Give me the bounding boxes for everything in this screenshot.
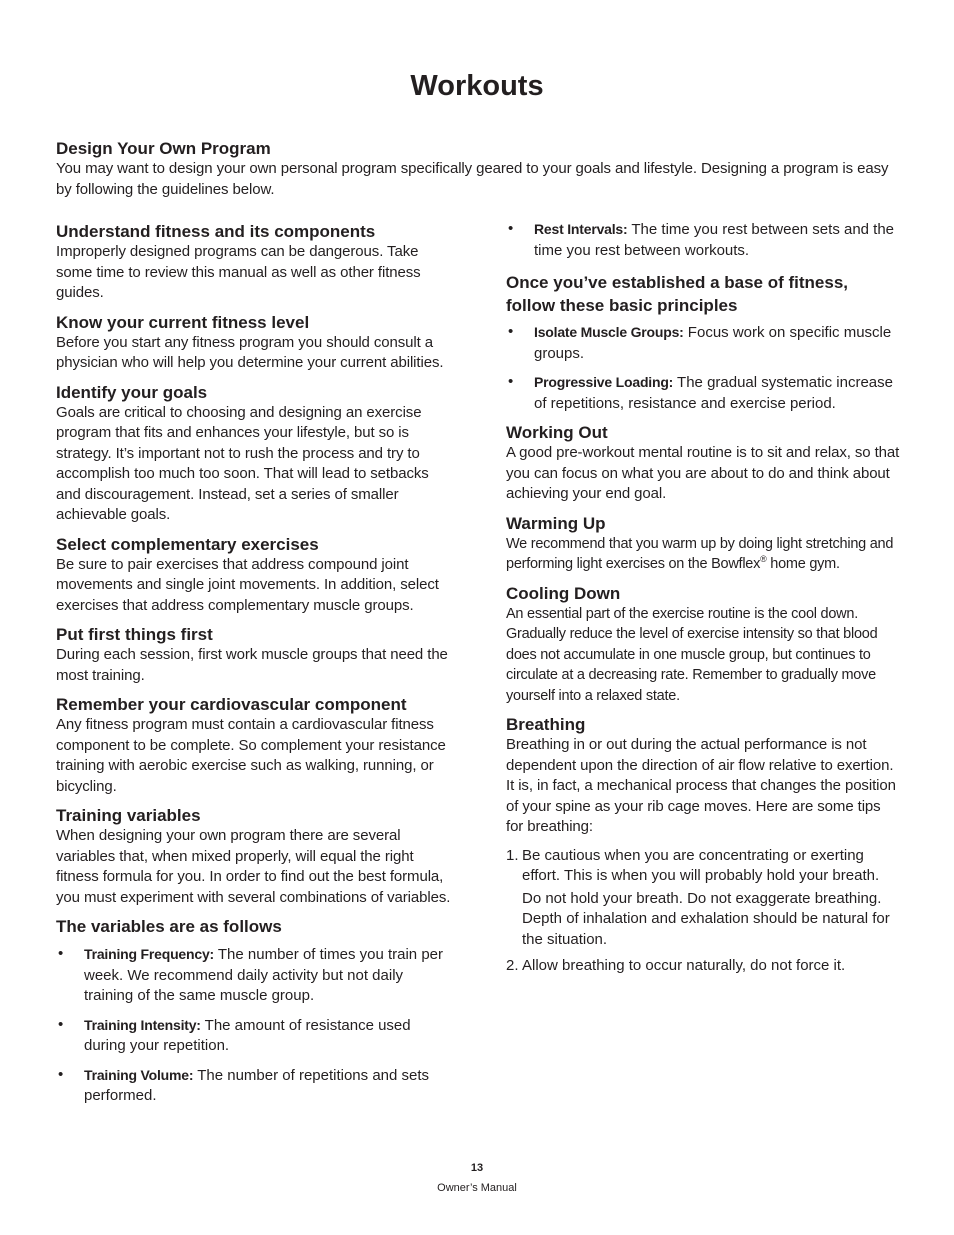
fitness-level-heading: Know your current fitness level bbox=[56, 312, 310, 332]
training-variables-section bbox=[56, 805, 456, 908]
bullet: • bbox=[508, 220, 514, 237]
goals-text: Goals are critical to choosing and designing an exercise program that fits and enhances your lifestyle, but so is strategy. It’s important not to rush the process and try to accomplish too much too soon. That will lead to setbacks and discouragement. Instead, set a series of smaller achievable goals. bbox=[56, 403, 429, 523]
cardio-text: Any fitness program must contain a cardiovascular fitness component to be complete. So complement your resistance training with aerobic exercise such as walking, running, or bicycling. bbox=[56, 716, 446, 795]
intro-section bbox=[56, 138, 906, 200]
first-things-text: During each session, first work muscle groups that need the most training. bbox=[56, 646, 448, 684]
bullet-text: The time you rest between sets and the time you rest between workouts. bbox=[534, 221, 895, 259]
intro-heading: Design Your Own Program bbox=[56, 139, 271, 158]
warming-up-body: We recommend that you warm up by doing light stretching and performing light exercises on the Bowflex bbox=[506, 535, 894, 572]
breathing-heading: Breathing bbox=[506, 715, 586, 734]
page-number: 13 bbox=[470, 1162, 484, 1174]
understand-text: Improperly designed programs can be dangerous. Take some time to review this manual as well as other fitness guides. bbox=[56, 243, 421, 301]
working-out-section bbox=[506, 422, 901, 505]
working-out-text: A good pre-workout mental routine is to sit and relax, so that you can focus on what you are about to do and think about achieving your end goal. bbox=[506, 444, 900, 502]
bullet-text: Focus work on specific muscle groups. bbox=[534, 324, 892, 362]
tip-text: Be cautious when you are concentrating or exerting effort. This is when you will probably hold your breath. bbox=[522, 846, 880, 884]
list-item bbox=[506, 322, 901, 364]
tip-extra: Do not hold your breath. Do not exaggerate breathing. Depth of inhalation and exhalation should be natural for the situation. bbox=[522, 889, 890, 948]
list-item bbox=[506, 956, 901, 977]
registered-mark: ® bbox=[760, 554, 767, 565]
bullet-text: The number of repetitions and sets performed. bbox=[84, 1066, 430, 1104]
principles-section bbox=[506, 271, 901, 414]
first-things-heading: Put first things first bbox=[56, 625, 213, 644]
bullet-text: The amount of resistance used during your repetition. bbox=[84, 1016, 411, 1054]
bullet: • bbox=[508, 323, 514, 340]
fitness-level-text: Before you start any fitness program you should consult a physician who will help you determine your current abilities. bbox=[56, 333, 444, 371]
list-item bbox=[506, 846, 901, 951]
cooling-down-section bbox=[506, 583, 901, 707]
bullet-label: Training Frequency: bbox=[84, 946, 214, 962]
bullet-label: Progressive Loading: bbox=[534, 374, 674, 390]
bullet-text: The gradual systematic increase of repetitions, resistance and exercise period. bbox=[534, 374, 893, 412]
bullet-label: Rest Intervals: bbox=[534, 221, 628, 237]
warming-up-text bbox=[506, 534, 901, 575]
list-number: 2. bbox=[506, 957, 519, 974]
complementary-heading: Select complementary exercises bbox=[56, 534, 319, 554]
bullet: • bbox=[58, 945, 64, 962]
warming-up-section bbox=[506, 513, 901, 575]
left-column bbox=[56, 221, 456, 1115]
footer-manual-label: Owner’s Manual bbox=[437, 1182, 517, 1194]
list-item bbox=[56, 1015, 456, 1057]
warming-up-end: home gym. bbox=[766, 556, 840, 572]
bullet-label: Training Volume: bbox=[84, 1066, 194, 1083]
cooling-down-heading: Cooling Down bbox=[506, 583, 621, 603]
variables-list-section bbox=[56, 916, 456, 1107]
goals-section bbox=[56, 382, 456, 526]
bullet-text: The number of times you train per week. We recommend daily activity but not daily training of the same muscle group. bbox=[84, 946, 443, 1004]
understand-section bbox=[56, 221, 456, 304]
working-out-heading: Working Out bbox=[506, 423, 608, 442]
cooling-down-text: An essential part of the exercise routine is the cool down. Gradually reduce the level of exercise intensity so that blood does not accumulate in one muscle group, but continues to circulate at a decreasing rate. Remember to gradually move yourself into a relaxed state. bbox=[506, 605, 878, 704]
list-item bbox=[56, 1065, 456, 1107]
list-number: 1. bbox=[506, 846, 519, 864]
training-variables-heading: Training variables bbox=[56, 806, 201, 825]
goals-heading: Identify your goals bbox=[56, 382, 208, 402]
list-item bbox=[506, 372, 901, 414]
complementary-text: Be sure to pair exercises that address compound joint movements and single joint movements. In addition, select exercises that address complementary muscle groups. bbox=[56, 555, 439, 614]
page-title: Workouts bbox=[410, 70, 544, 102]
right-column bbox=[506, 219, 901, 985]
variables-heading: The variables are as follows bbox=[56, 917, 282, 936]
bullet-label: Isolate Muscle Groups: bbox=[534, 324, 684, 340]
list-item bbox=[56, 944, 456, 1007]
breathing-section bbox=[506, 714, 901, 977]
training-variables-text: When designing your own program there are several variables that, when mixed properly, will equal the right fitness formula for you. In order to find out the best formula, you must experiment with several combinations of variables. bbox=[56, 827, 451, 906]
first-things-section bbox=[56, 624, 456, 686]
bullet-label: Training Intensity: bbox=[84, 1016, 201, 1033]
bullet: • bbox=[58, 1015, 64, 1033]
complementary-section bbox=[56, 534, 456, 617]
breathing-text: Breathing in or out during the actual performance is not dependent upon the direction of air flow relative to exertion. It is, in fact, a mechanical process that changes the position of your spine as your rib cage moves. Here are some tips for breathing: bbox=[506, 736, 896, 835]
bullet: • bbox=[58, 1065, 64, 1083]
principles-heading: Once you’ve established a base of fitness, follow these basic principles bbox=[506, 273, 849, 315]
fitness-level-section bbox=[56, 312, 456, 374]
bullet: • bbox=[508, 373, 514, 390]
tip-text: Allow breathing to occur naturally, do not force it. bbox=[522, 957, 846, 974]
list-item bbox=[506, 219, 901, 261]
warming-up-heading: Warming Up bbox=[506, 513, 606, 533]
understand-heading: Understand fitness and its components bbox=[56, 222, 376, 241]
cardio-heading: Remember your cardiovascular component bbox=[56, 695, 407, 714]
cardio-section bbox=[56, 694, 456, 797]
intro-text: You may want to design your own personal program specifically geared to your goals and lifestyle. Designing a program is easy by following the guidelines below. bbox=[56, 160, 889, 198]
